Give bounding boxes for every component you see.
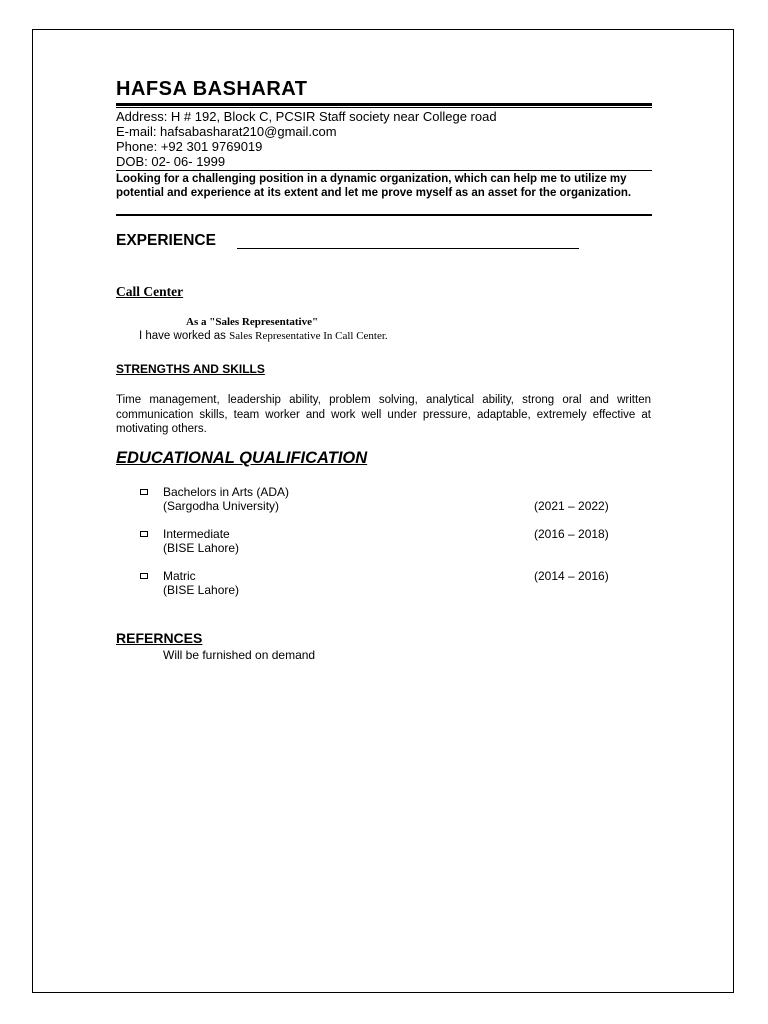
bullet-icon: [140, 531, 148, 537]
experience-heading-underline: [237, 248, 579, 249]
email-line: E-mail: hafsabasharat210@gmail.com: [116, 124, 337, 139]
candidate-name: HAFSA BASHARAT: [116, 78, 308, 100]
strengths-text: Time management, leadership ability, problem solving, analytical ability, strong oral and written communication skills, team worker and work well under pressure, adaptable, extremely effective at motivating others.: [116, 394, 651, 435]
name-divider: [116, 103, 652, 108]
education-institute: (Sargodha University): [163, 499, 280, 513]
education-degree: Bachelors in Arts (ADA): [163, 485, 290, 499]
address-line: Address: H # 192, Block C, PCSIR Staff society near College road: [116, 109, 497, 124]
phone-line: Phone: +92 301 9769019: [116, 139, 263, 154]
education-degree: Intermediate: [163, 527, 230, 541]
experience-description-rest: Sales Representative In Call Center.: [229, 330, 388, 342]
education-years: (2016 – 2018): [534, 527, 609, 541]
education-degree: Matric: [163, 569, 196, 583]
experience-role: As a "Sales Representative": [186, 316, 319, 328]
experience-heading: EXPERIENCE: [116, 232, 216, 249]
bullet-icon: [140, 489, 148, 495]
experience-company: Call Center: [116, 284, 184, 299]
education-years: (2021 – 2022): [534, 499, 609, 513]
education-institute: (BISE Lahore): [163, 541, 240, 555]
education-years: (2014 – 2016): [534, 569, 609, 583]
experience-description: [139, 330, 388, 342]
education-heading: EDUCATIONAL QUALIFICATION: [116, 449, 368, 467]
references-heading: REFERNCES: [116, 630, 203, 646]
career-objective: Looking for a challenging position in a dynamic organization, which can help me to utilize my potential and experience at its extent and let me prove myself as an asset for the organization.: [116, 173, 632, 199]
education-institute: (BISE Lahore): [163, 583, 240, 597]
strengths-heading: STRENGTHS AND SKILLS: [116, 362, 265, 376]
references-text: Will be furnished on demand: [163, 648, 316, 662]
dob-line: DOB: 02- 06- 1999: [116, 154, 226, 169]
bullet-icon: [140, 573, 148, 579]
experience-description-prefix: I have worked as: [139, 330, 230, 342]
objective-top-divider: [116, 170, 652, 171]
objective-bottom-divider: [116, 214, 652, 216]
